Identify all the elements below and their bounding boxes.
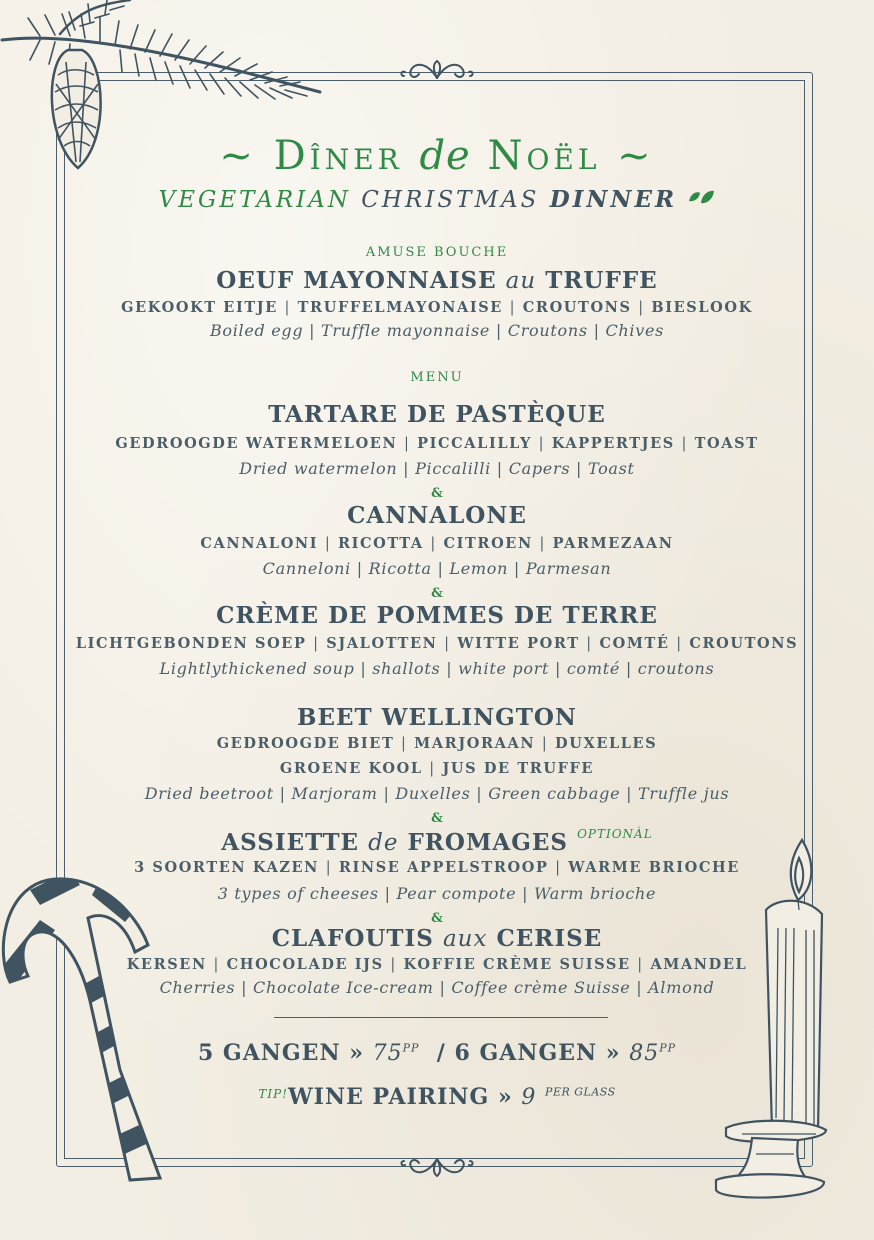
dish-oeuf-mayonnaise: OEUF MAYONNAISE au TRUFFE	[216, 267, 658, 294]
divider-line	[274, 1017, 608, 1018]
dish-beet-nl-2: GROENE KOOL | JUS DE TRUFFE	[279, 760, 595, 777]
leaf-icon	[687, 189, 715, 207]
flourish-bottom-icon	[397, 1153, 477, 1179]
dish-clafoutis: CLAFOUTIS aux CERISE	[271, 925, 603, 952]
dish-tartare-en: Dried watermelon | Piccalilli | Capers | Toast	[239, 459, 635, 478]
menu-subtitle: VEGETARIAN CHRISTMAS DINNER	[0, 186, 874, 213]
ampersand: &	[431, 911, 443, 926]
ampersand: &	[431, 486, 443, 501]
menu-title: ~ Dîner de Noël ~	[219, 133, 655, 179]
title-noel: Noël	[487, 133, 601, 179]
dish-cannalone-nl: CANNALONI | RICOTTA | CITROEN | PARMEZAAN	[200, 535, 674, 552]
dish-oeuf-en: Boiled egg | Truffle mayonnaise | Croutons | Chives	[209, 321, 665, 340]
dish-assiette-en: 3 types of cheeses | Pear compote | Warm brioche	[217, 884, 657, 903]
dish-clafoutis-en: Cherries | Chocolate Ice-cream | Coffee crème Suisse | Almond	[159, 978, 715, 997]
tip-label: TIP!	[258, 1087, 288, 1101]
optional-label: OPTIONÀL	[577, 827, 653, 841]
price-five: 75	[372, 1041, 403, 1066]
ampersand: &	[431, 586, 443, 601]
dish-creme: CRÈME DE POMMES DE TERRE	[216, 602, 658, 629]
dish-cannalone-en: Canneloni | Ricotta | Lemon | Parmesan	[262, 559, 612, 578]
wine-price: 9	[521, 1085, 537, 1110]
course-pricing: 5 GANGEN » $75^{PP} / 6$ GANGEN » $85^{PP}$	[197, 1040, 677, 1066]
wine-pairing: $^{TIP!}$WINE PAIRING » 9 $^{PER GLASS}$	[258, 1084, 616, 1110]
dish-tartare-nl: GEDROOGDE WATERMELOEN | PICCALILLY | KAPPERTJES | TOAST	[115, 435, 759, 452]
dish-clafoutis-nl: KERSEN | CHOCOLADE IJS | KOFFIE CRÈME SUISSE | AMANDEL	[126, 956, 748, 973]
dish-beet-en: Dried beetroot | Marjoram | Duxelles | Green cabbage | Truffle jus	[144, 784, 730, 803]
dish-tartare: TARTARE DE PASTÈQUE	[268, 401, 606, 428]
dish-assiette-fromages: ASSIETTE de FROMAGES $^{OPTIONÀL}$	[221, 827, 653, 856]
dish-cannalone: CANNALONE	[347, 502, 527, 529]
dish-creme-en: Lightlythickened soup | shallots | white port | comté | croutons	[159, 659, 715, 678]
section-amuse-bouche: AMUSE BOUCHE	[365, 245, 509, 260]
title-de: de	[419, 133, 471, 179]
flourish-top-icon	[397, 58, 477, 84]
dish-assiette-nl: 3 SOORTEN KAZEN | RINSE APPELSTROOP | WARME BRIOCHE	[134, 859, 740, 876]
title-diner: Dîner	[273, 133, 403, 179]
ampersand: &	[431, 811, 443, 826]
dish-beet-nl-1: GEDROOGDE BIET | MARJORAAN | DUXELLES	[216, 735, 658, 752]
dish-creme-nl: LICHTGEBONDEN SOEP | SJALOTTEN | WITTE PORT | COMTÉ | CROUTONS	[75, 635, 799, 652]
section-menu: MENU	[410, 370, 464, 385]
dish-oeuf-nl: GEKOOKT EITJE | TRUFFELMAYONAISE | CROUTONS | BIESLOOK	[121, 299, 753, 316]
price-six: 85	[629, 1041, 660, 1066]
dish-beet-wellington: BEET WELLINGTON	[297, 704, 577, 731]
